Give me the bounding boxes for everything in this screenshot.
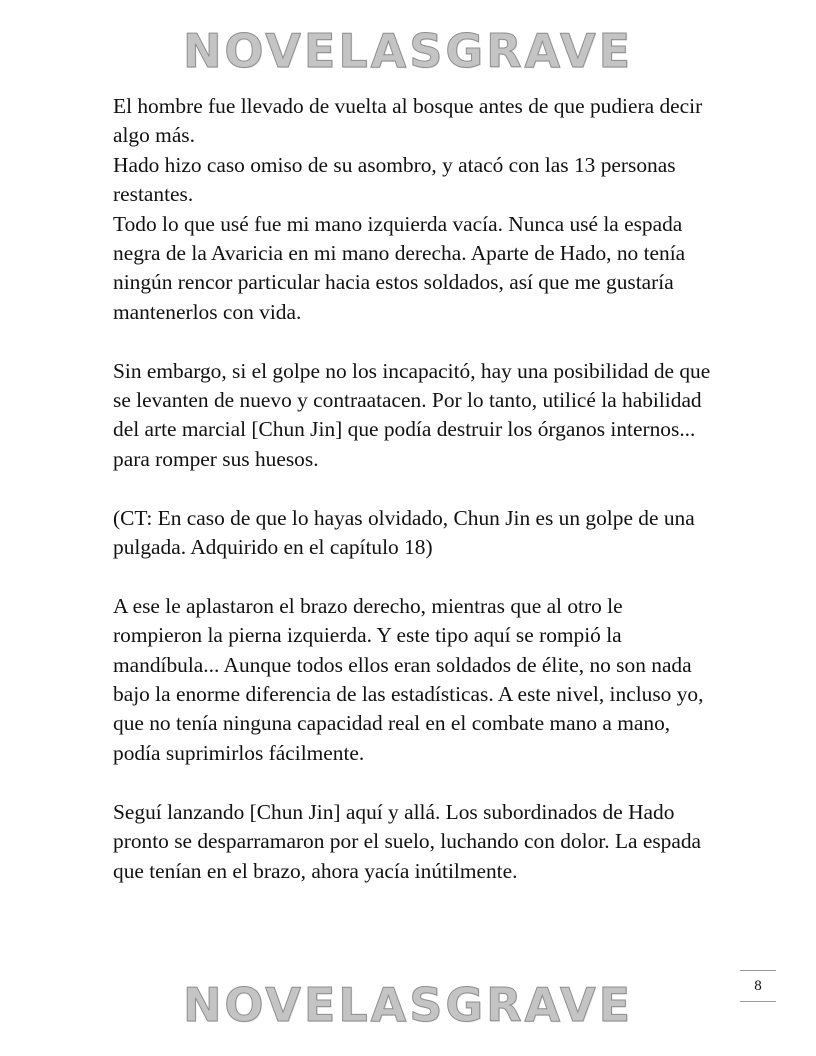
header-watermark: NOVELASGRAVE bbox=[182, 24, 634, 78]
paragraph: Hado hizo caso omiso de su asombro, y atacó con las 13 personas restantes. bbox=[113, 152, 676, 207]
paragraph: Seguí lanzando [Chun Jin] aquí y allá. Los subordinados de Hado pronto se desparramaron por el suelo, luchando con dolor. La espada que tenían en el brazo, ahora yacía inútilmente. bbox=[113, 799, 702, 883]
page-number: 8 bbox=[740, 970, 776, 1002]
paragraph: (CT: En caso de que lo hayas olvidado, Chun Jin es un golpe de una pulgada. Adquirido en el capítulo 18) bbox=[113, 505, 695, 560]
paragraph: Sin embargo, si el golpe no los incapacitó, hay una posibilidad de que se levanten de nuevo y contraatacen. Por lo tanto, utilicé la habilidad del arte marcial [Chun Jin] que podía destruir los órganos internos... para romper sus huesos. bbox=[113, 358, 711, 471]
paragraph: Todo lo que usé fue mi mano izquierda vacía. Nunca usé la espada negra de la Avaricia en mi mano derecha. Aparte de Hado, no tenía ningún rencor particular hacia estos soldados, así que me gustaría mantenerlos con vida. bbox=[113, 211, 686, 324]
paragraph: El hombre fue llevado de vuelta al bosque antes de que pudiera decir algo más. bbox=[113, 94, 703, 148]
paragraph: A ese le aplastaron el brazo derecho, mientras que al otro le rompieron la pierna izquierda. Y este tipo aquí se rompió la mandíbula... Aunque todos ellos eran soldados de élite, no son nada bajo la enorme diferencia de las estadísticas. A este nivel, incluso yo, que no tenía ninguna capacidad real en el combate mano a mano, podía suprimirlos fácilmente. bbox=[113, 593, 704, 765]
page-body bbox=[113, 92, 713, 886]
footer-watermark: NOVELASGRAVE bbox=[182, 978, 634, 1032]
